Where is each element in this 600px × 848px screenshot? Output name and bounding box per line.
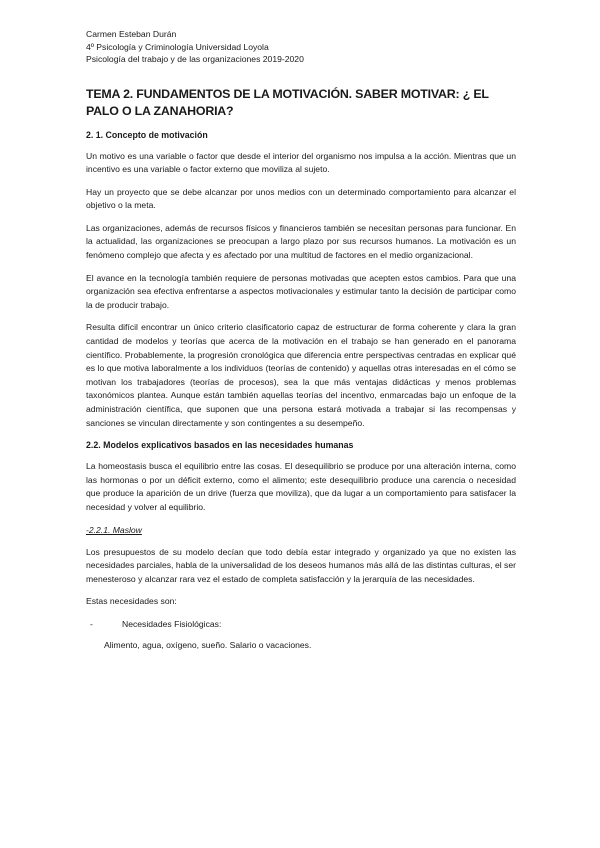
paragraph: La homeostasis busca el equilibrio entre las cosas. El desequilibrio se produce por una alteración interna, como las hormonas o por un déficit externo, como el alimento; este desequilibrio produce una carencia o necesidad que produce la aparición de un drive (fuerza que moviliza), que da lugar a un comportamiento para satisfacer la necesidad y volver al equilibrio.	[86, 461, 516, 512]
document-header	[86, 28, 516, 66]
paragraph: El avance en la tecnología también requiere de personas motivadas que acepten estos cambios. Para que una organización sea efectiva enfrentarse a aspectos motivacionales y estimular tanto la decisión de participar como la de producir trabajo.	[86, 272, 516, 310]
paragraph: Las organizaciones, además de recursos físicos y financieros también se necesitan personas para funcionar. En la actualidad, las organizaciones se preocupan a largo plazo por sus recursos humanos. La motivación es un fenómeno complejo que afecta y es afectado por una multitud de factores en el medio organizacional.	[86, 222, 516, 261]
bullet-label: Necesidades Fisiológicas:	[122, 618, 222, 629]
paragraph: Los presupuestos de su modelo decían que todo debía estar integrado y organizado ya que no existen las necesidades parciales, habla de la universalidad de los deseos humanos más allá de las distintas culturas, el ser menesteroso y alcanzar rara vez el estado de completa satisfacción y la jerarquía de las necesidades.	[86, 546, 516, 584]
section-2-heading: 2.2. Modelos explicativos basados en las necesidades humanas	[86, 440, 354, 451]
paragraph: Un motivo es una variable o factor que desde el interior del organismo nos impulsa a la acción. Mientras que un incentivo es una variable o factor externo que moviliza al sujeto.	[86, 150, 516, 175]
list-item	[86, 618, 516, 630]
subsection-heading: -2.2.1. Maslow	[86, 524, 142, 535]
bullet-detail: Alimento, agua, oxígeno, sueño. Salario o vacaciones.	[104, 639, 312, 650]
paragraph: Estas necesidades son:	[86, 596, 177, 607]
paragraph: Hay un proyecto que se debe alcanzar por unos medios con un determinado comportamiento para alcanzar el objetivo o la meta.	[86, 186, 516, 211]
section-1-heading: 2. 1. Concepto de motivación	[86, 129, 208, 140]
course-name: 4º Psicología y Criminología Universidad Loyola	[86, 41, 269, 52]
subject-name: Psicología del trabajo y de las organizaciones 2019-2020	[86, 54, 304, 64]
paragraph: Resulta difícil encontrar un único criterio clasificatorio capaz de estructurar de forma coherente y clara la gran cantidad de modelos y teorías que acerca de la motivación en el trabajo se han generado en el panorama científico. Probablemente, la progresión cronológica que diferencia entre perspectivas centradas en explicar qué es lo que motiva laboralmente a los individuos (teorías de contenido) y aquellas otras interesadas en el cómo se motivan los trabajadores (teorías de procesos), sea la que más ventajas didácticas y menos problemas taxonómicos plantea. Aunque están también aquellas teorías del incentivo, enmarcadas bajo un enfoque de la administración científica, que suponen que una persona estará motivada a trabajar si las recompensas y sanciones se vinculan directamente y son contingentes a su desempeño.	[86, 322, 516, 428]
document-title: TEMA 2. FUNDAMENTOS DE LA MOTIVACIÓN. SABER MOTIVAR: ¿ EL PALO O LA ZANAHORIA?	[86, 86, 489, 118]
author-name: Carmen Esteban Durán	[86, 29, 177, 39]
bullet-marker: -	[90, 618, 93, 629]
